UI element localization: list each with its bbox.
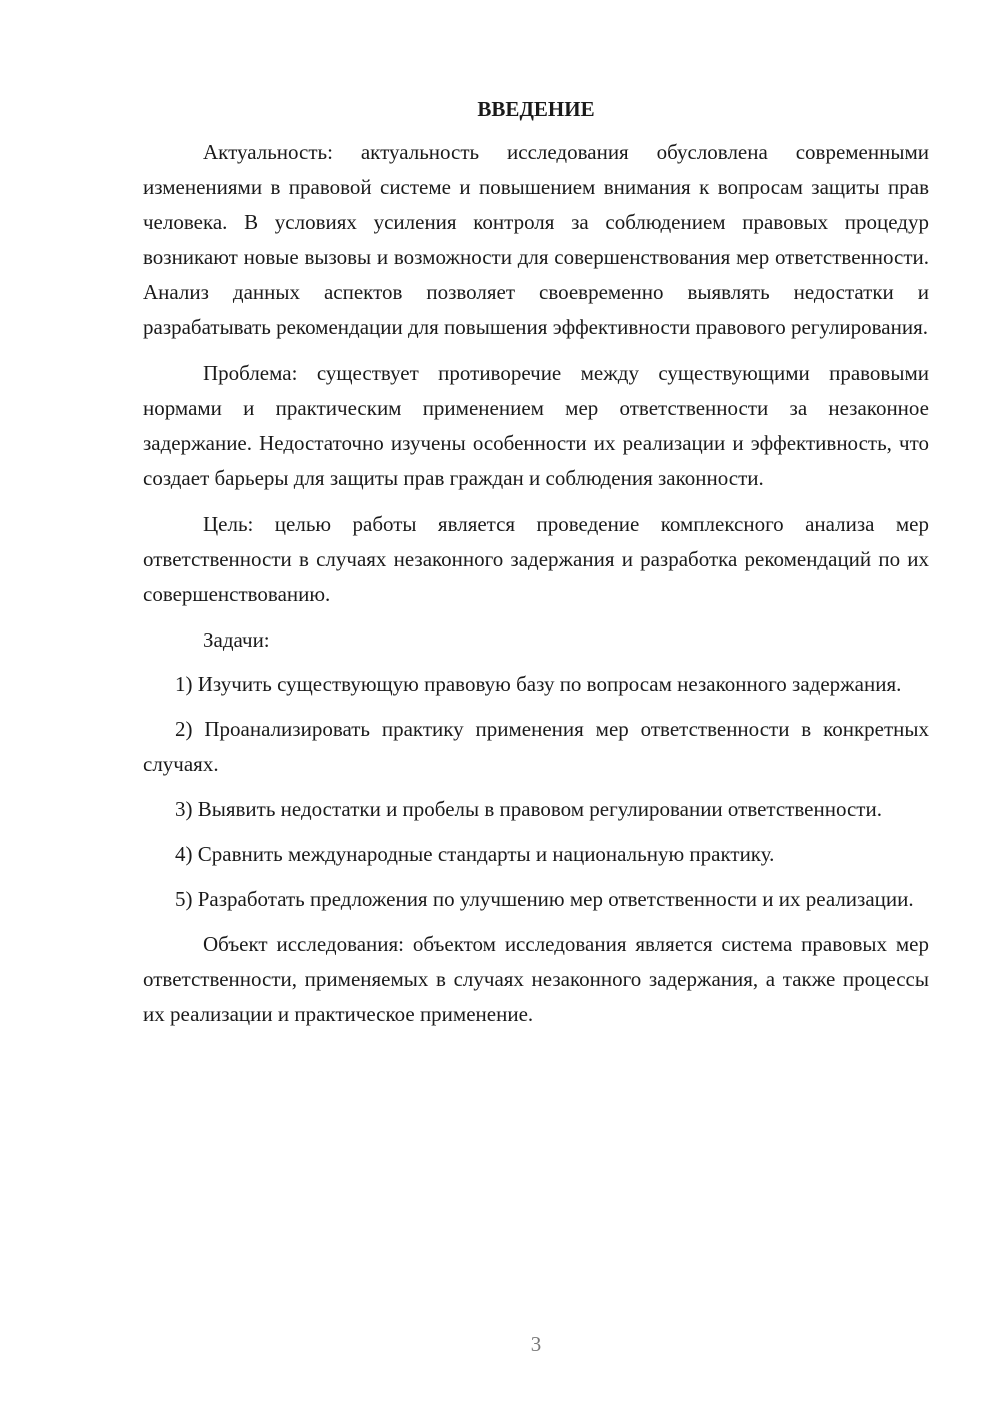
- section-title: ВВЕДЕНИЕ: [477, 97, 595, 121]
- tasks-list: [143, 667, 929, 917]
- task-item: 3) Выявить недостатки и пробелы в правовом регулировании ответственности.: [175, 797, 882, 821]
- task-item: 2) Проанализировать практику применения мер ответственности в конкретных случаях.: [143, 717, 929, 776]
- goal-paragraph: Цель: целью работы является проведение комплексного анализа мер ответственности в случаях незаконного задержания и разработка рекомендаций по их совершенствованию.: [143, 512, 929, 606]
- document-page: [143, 92, 929, 1043]
- object-paragraph: Объект исследования: объектом исследования является система правовых мер ответственности, применяемых в случаях незаконного задержания, а также процессы их реализации и практическое применение.: [143, 932, 929, 1026]
- problem-paragraph: Проблема: существует противоречие между существующими правовыми нормами и практическим применением мер ответственности за незаконное задержание. Недостаточно изучены особенности их реализации и эффективность, что создает барьеры для защиты прав граждан и соблюдения законности.: [143, 361, 929, 490]
- task-item: 1) Изучить существующую правовую базу по вопросам незаконного задержания.: [175, 672, 902, 696]
- relevance-paragraph: Актуальность: актуальность исследования обусловлена современными изменениями в правовой системе и повышением внимания к вопросам защиты прав человека. В условиях усиления контроля за соблюдением правовых процедур возникают новые вызовы и возможности для совершенствования мер ответственности. Анализ данных аспектов позволяет своевременно выявлять недостатки и разрабатывать рекомендации для повышения эффективности правового регулирования.: [143, 140, 929, 339]
- task-item: 4) Сравнить международные стандарты и национальную практику.: [175, 842, 775, 866]
- page-number: 3: [530, 1332, 542, 1356]
- task-item: 5) Разработать предложения по улучшению мер ответственности и их реализации.: [175, 887, 914, 911]
- tasks-heading: Задачи:: [203, 628, 270, 652]
